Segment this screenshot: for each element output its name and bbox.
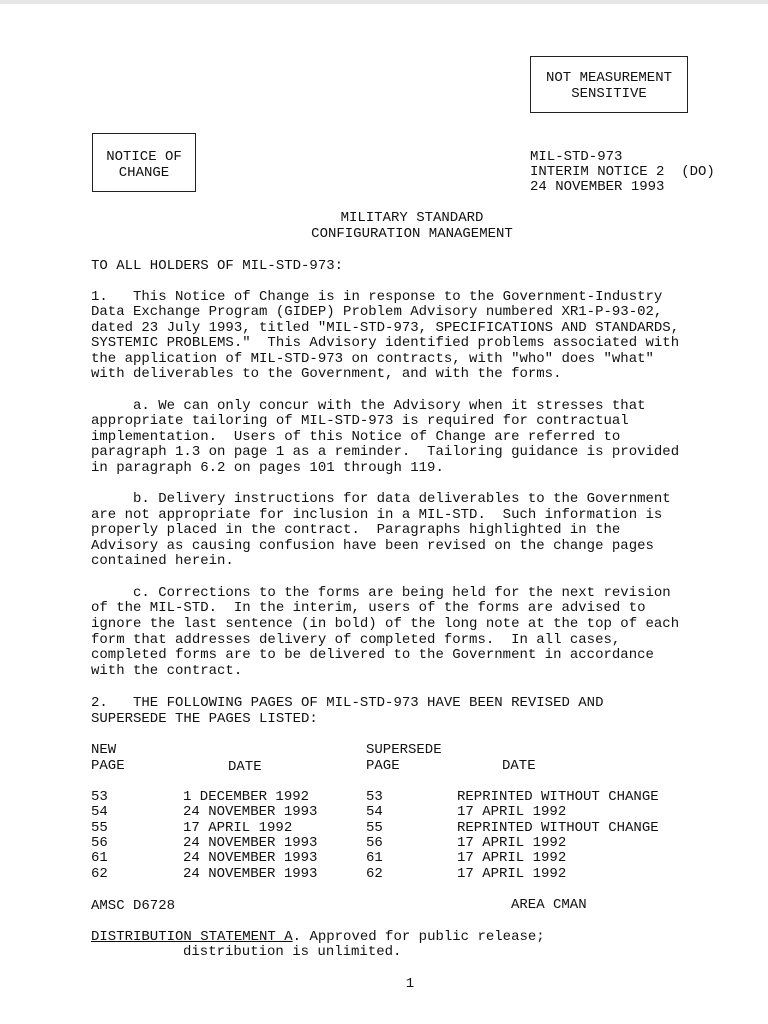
para1-line: SYSTEMIC PROBLEMS." This Advisory identified problems associated with <box>91 335 680 351</box>
supersede-date-cell: 17 APRIL 1992 <box>457 866 567 882</box>
doc-id-line-3: 24 NOVEMBER 1993 <box>530 179 665 195</box>
para1-line: the application of MIL-STD-973 on contracts, with "who" does "what" <box>91 351 654 367</box>
para1c-line: ignore the last sentence (in bold) of the long note at the top of each <box>91 616 680 632</box>
notice-box-line-1: NOTICE OF <box>106 149 182 165</box>
new-page-cell: 53 <box>91 789 108 805</box>
para2-line: SUPERSEDE THE PAGES LISTED: <box>91 711 318 727</box>
para1a-line: in paragraph 6.2 on pages 101 through 119. <box>91 460 444 476</box>
new-page-cell: 56 <box>91 835 108 851</box>
para1c-line: form that addresses delivery of completed forms. In all cases, <box>91 632 621 648</box>
new-date-cell: 24 NOVEMBER 1993 <box>183 850 318 866</box>
doc-title-line-1: MILITARY STANDARD <box>340 210 484 226</box>
table-header-supersede-date: DATE <box>502 758 536 774</box>
supersede-page-cell: 62 <box>366 866 383 882</box>
measurement-box-line-2: SENSITIVE <box>571 86 647 102</box>
para1b-line: properly placed in the contract. Paragraphs highlighted in the <box>91 522 621 538</box>
para1a-line: implementation. Users of this Notice of Change are referred to <box>91 429 621 445</box>
supersede-page-cell: 55 <box>366 820 383 836</box>
new-date-cell: 1 DECEMBER 1992 <box>183 789 310 805</box>
area-code: AREA CMAN <box>511 897 587 913</box>
new-page-cell: 62 <box>91 866 108 882</box>
supersede-date-cell: 17 APRIL 1992 <box>457 804 567 820</box>
para1c-line: of the MIL-STD. In the interim, users of the forms are advised to <box>91 600 646 616</box>
doc-title-line-2: CONFIGURATION MANAGEMENT <box>311 226 513 242</box>
notice-box-line-2: CHANGE <box>118 165 170 181</box>
para1c-line: with the contract. <box>91 663 243 679</box>
new-page-cell: 55 <box>91 820 108 836</box>
para1c-line: completed forms are to be delivered to the Government in accordance <box>91 647 654 663</box>
distribution-statement-line-2: distribution is unlimited. <box>183 944 402 960</box>
supersede-page-cell: 56 <box>366 835 383 851</box>
supersede-date-cell: 17 APRIL 1992 <box>457 850 567 866</box>
para1-line: dated 23 July 1993, titled "MIL-STD-973, SPECIFICATIONS AND STANDARDS, <box>91 320 680 336</box>
table-header-new: NEW <box>91 742 117 758</box>
supersede-date-cell: REPRINTED WITHOUT CHANGE <box>457 789 659 805</box>
supersede-page-cell: 53 <box>366 789 383 805</box>
supersede-page-cell: 54 <box>366 804 383 820</box>
para1b-line: b. Delivery instructions for data deliverables to the Government <box>91 491 671 507</box>
para1b-line: are not appropriate for inclusion in a MIL-STD. Such information is <box>91 507 663 523</box>
para1b-line: Advisory as causing confusion have been revised on the change pages <box>91 538 654 554</box>
table-header-date: DATE <box>228 759 262 775</box>
page-top-edge <box>0 0 768 4</box>
distribution-statement-text: . Approved for public release; <box>292 929 545 945</box>
measurement-box-line-1: NOT MEASUREMENT <box>545 70 673 86</box>
para1b-line: contained herein. <box>91 553 234 569</box>
new-date-cell: 24 NOVEMBER 1993 <box>183 866 318 882</box>
new-page-cell: 61 <box>91 850 108 866</box>
table-header-supersede-page: PAGE <box>366 758 400 774</box>
para1a-line: a. We can only concur with the Advisory when it stresses that <box>91 398 646 414</box>
doc-id-line-1: MIL-STD-973 <box>530 149 623 165</box>
new-page-cell: 54 <box>91 804 108 820</box>
table-header-supersede: SUPERSEDE <box>366 742 442 758</box>
para1a-line: appropriate tailoring of MIL-STD-973 is required for contractual <box>91 413 629 429</box>
amsc-code: AMSC D6728 <box>91 898 176 914</box>
new-date-cell: 17 APRIL 1992 <box>183 820 293 836</box>
table-header-page: PAGE <box>91 758 125 774</box>
para2-line: 2. THE FOLLOWING PAGES OF MIL-STD-973 HAVE BEEN REVISED AND <box>91 695 604 711</box>
para1-line: Data Exchange Program (GIDEP) Problem Advisory numbered XR1-P-93-02, <box>91 304 663 320</box>
salutation: TO ALL HOLDERS OF MIL-STD-973: <box>91 258 344 274</box>
para1-line: 1. This Notice of Change is in response to the Government-Industry <box>91 289 663 305</box>
para1a-line: paragraph 1.3 on page 1 as a reminder. Tailoring guidance is provided <box>91 444 680 460</box>
distribution-statement-label: DISTRIBUTION STATEMENT A <box>91 929 293 945</box>
para1c-line: c. Corrections to the forms are being held for the next revision <box>91 585 671 601</box>
supersede-date-cell: 17 APRIL 1992 <box>457 835 567 851</box>
doc-id-line-2: INTERIM NOTICE 2 (DO) <box>530 164 715 180</box>
para1-line: with deliverables to the Government, and with the forms. <box>91 366 562 382</box>
new-date-cell: 24 NOVEMBER 1993 <box>183 804 318 820</box>
distribution-statement <box>91 929 545 945</box>
supersede-page-cell: 61 <box>366 850 383 866</box>
new-date-cell: 24 NOVEMBER 1993 <box>183 835 318 851</box>
supersede-date-cell: REPRINTED WITHOUT CHANGE <box>457 820 659 836</box>
page-number: 1 <box>405 976 415 992</box>
